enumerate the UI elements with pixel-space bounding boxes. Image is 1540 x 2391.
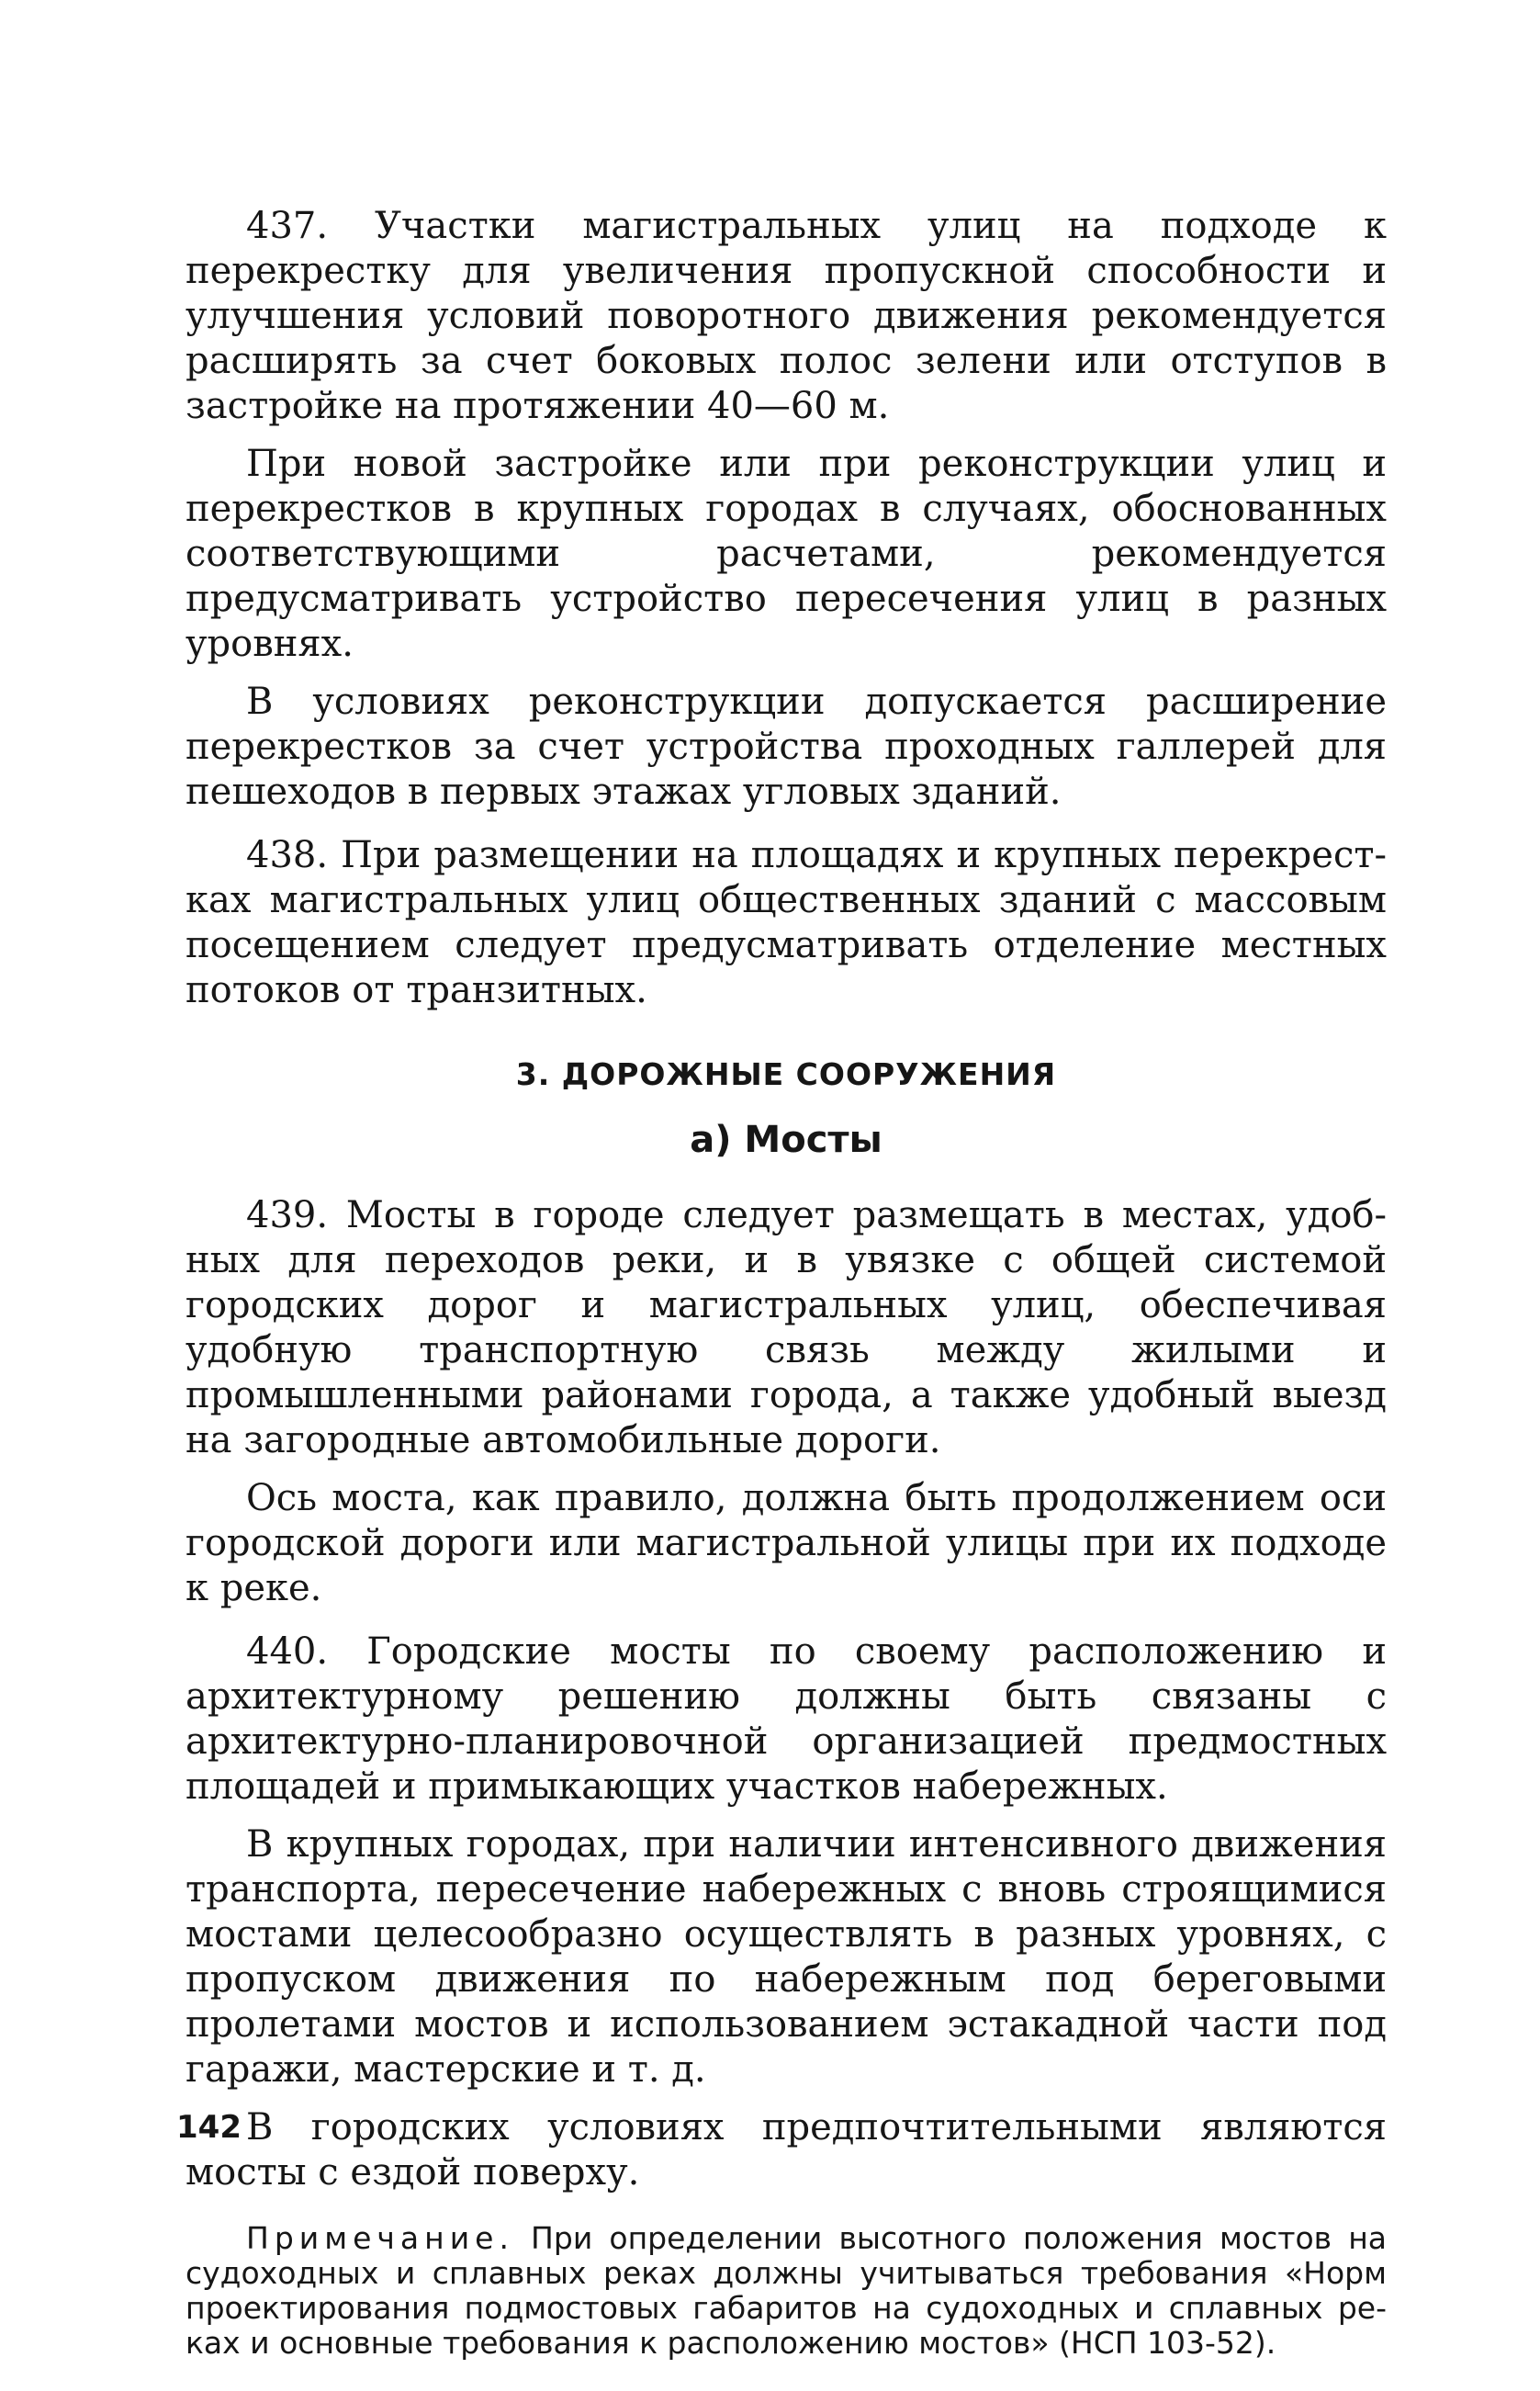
footnote bbox=[185, 2221, 1387, 2361]
footnote-text: При определении высотного положения мостов на судоходных и сплавных реках должны учитываться требования «Норм проектирования подмостовых габаритов на судоходных и сплавных реках и основные требования к расположению мостов» (НСП 103-52). bbox=[185, 2220, 1387, 2361]
paragraph-440-urban-conditions: В городских условиях предпочтительными являются мосты с ездой поверху. bbox=[185, 2106, 1387, 2194]
footnote-label: Примечание. bbox=[246, 2220, 514, 2256]
section-title: 3. ДОРОЖНЫЕ СООРУЖЕНИЯ bbox=[515, 1056, 1057, 1092]
paragraph-438: 438. При размещении на площадях и крупных перекрестках магистральных улиц общественных зданий с массовым посещением следует предусматривать отделение местных потоков от транзитных. bbox=[185, 834, 1387, 1011]
subsection-title: а) Мосты bbox=[690, 1119, 882, 1161]
page-content bbox=[185, 204, 1387, 2391]
paragraph-437-new-construction: При новой застройке или при реконструкции улиц и перекрестков в крупных городах в случаях, обоснованных соответствующими расчетами, рекомендуется предусматривать устройство пересечения улиц в разных уровнях. bbox=[185, 443, 1387, 665]
paragraph-440: 440. Городские мосты по своему расположению и архитектурному решению должны быть связаны с архитектурно-планировочной организацией предмостных площадей и примыкающих участков набережных. bbox=[185, 1630, 1387, 1808]
paragraph-439: 439. Мосты в городе следует размещать в местах, удобных для переходов реки, и в увязке с общей системой городских дорог и магистральных улиц, обеспечивая удобную транспортную связь между жилыми и промышленными районами города, а также удобный выезд на загородные автомобильные дороги. bbox=[185, 1194, 1387, 1461]
paragraph-439-axis: Ось моста, как правило, должна быть продолжением оси городской дороги или магистральной улицы при их подходе к реке. bbox=[185, 1477, 1387, 1609]
paragraph-440-large-cities: В крупных городах, при наличии интенсивного движения транспорта, пересечение набережных с вновь строящимися мостами целесообразно осуществлять в разных уровнях, с пропуском движения по набережным под береговыми пролетами мостов и использованием эстакадной части под гаражи, мастерские и т. д. bbox=[185, 1823, 1387, 2091]
paragraph-437-reconstruction: В условиях реконструкции допускается расширение перекрестков за счет устройства проходных галлерей для пешеходов в первых этажах угловых зданий. bbox=[185, 681, 1387, 813]
paragraph-437: 437. Участки магистральных улиц на подходе к перекрестку для увеличения пропускной способности и улучшения условий поворотного движения рекомендуется расширять за счет боковых полос зелени или отступов в застройке на протяжении 40—60 м. bbox=[185, 205, 1387, 427]
page-number: 142 bbox=[176, 2109, 242, 2146]
